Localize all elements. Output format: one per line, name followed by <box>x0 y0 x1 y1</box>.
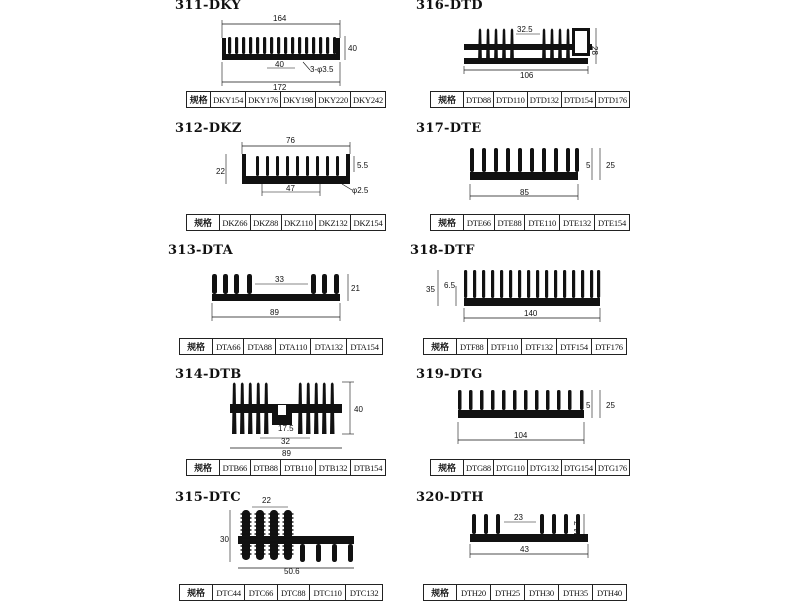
dim-label: 40 <box>275 60 284 69</box>
fin <box>464 270 467 298</box>
spec-label: 规格 <box>187 92 211 108</box>
fin <box>473 270 476 298</box>
model-cell: DTE66 <box>464 215 495 231</box>
spec-label: 规格 <box>431 92 464 108</box>
model-cell: DTE132 <box>560 215 595 231</box>
spec-table-311-dky <box>186 91 386 108</box>
model-cell: DKY154 <box>211 92 246 108</box>
model-cell: DTA154 <box>347 339 383 355</box>
model-cell: DKZ66 <box>220 215 251 231</box>
fin <box>240 383 245 435</box>
fin <box>518 270 521 298</box>
profile-drawing-314-dtb <box>170 378 400 460</box>
fin <box>540 514 544 534</box>
fin <box>550 29 554 65</box>
dim-label: 28 <box>590 46 599 55</box>
fin <box>494 29 498 65</box>
spec-table-316-dtd <box>430 91 630 108</box>
dim-label: 35 <box>426 285 435 294</box>
fin <box>500 270 503 298</box>
model-cell: DTA88 <box>244 339 275 355</box>
fin <box>266 156 269 176</box>
model-cell: DTE154 <box>594 215 629 231</box>
dim-label: 40 <box>348 44 357 53</box>
fin <box>545 270 548 298</box>
fin <box>563 270 566 298</box>
model-cell: DTA132 <box>311 339 347 355</box>
fin <box>546 390 550 410</box>
fin <box>554 270 557 298</box>
dim-label: 40 <box>354 405 363 414</box>
fin <box>470 148 474 172</box>
model-cell: DTE88 <box>494 215 525 231</box>
dim-label: 32.5 <box>517 25 533 34</box>
fin <box>247 274 252 294</box>
dim-label: 23 <box>514 513 523 522</box>
model-cell: DTE110 <box>525 215 560 231</box>
dim-label: 21 <box>351 284 360 293</box>
model-cell: DTC88 <box>277 585 309 601</box>
fin <box>332 544 337 562</box>
model-cell: DTG132 <box>527 460 561 476</box>
dim-label: 47 <box>286 184 295 193</box>
model-cell: DTF132 <box>522 339 557 355</box>
fin <box>270 37 273 54</box>
dim-label: 76 <box>286 136 295 145</box>
model-cell: DKY198 <box>281 92 316 108</box>
model-cell: DTH25 <box>491 585 525 601</box>
fin <box>542 29 546 65</box>
dim-label: 89 <box>282 449 291 458</box>
fin <box>291 37 294 54</box>
spec-label: 规格 <box>424 339 457 355</box>
dim-label: 17.5 <box>278 424 294 433</box>
fin <box>472 514 476 534</box>
model-cell: DTD132 <box>527 92 561 108</box>
fin <box>527 270 530 298</box>
model-cell: DTF110 <box>487 339 522 355</box>
panel-title-319-dtg: 319-DTG <box>416 367 483 382</box>
model-cell: DKZ110 <box>281 215 316 231</box>
fin <box>306 156 309 176</box>
profile-drawing-320-dth <box>420 500 650 572</box>
dim-label: 5.5 <box>357 161 369 170</box>
model-cell: DTF154 <box>557 339 592 355</box>
model-cell: DTB132 <box>316 460 351 476</box>
fin <box>305 37 308 54</box>
fin <box>513 390 517 410</box>
model-cell: DTC110 <box>309 585 345 601</box>
fin <box>316 544 321 562</box>
dim-label: 33 <box>275 275 284 284</box>
fin <box>298 37 301 54</box>
fin <box>276 156 279 176</box>
model-cell: DTG88 <box>464 460 494 476</box>
fin <box>502 29 506 65</box>
fin <box>496 514 500 534</box>
profile-drawing-312-dkz <box>170 134 400 206</box>
fin <box>554 148 558 172</box>
panel-title-317-dte: 317-DTE <box>416 121 482 136</box>
spec-table-315-dtc <box>179 584 383 601</box>
fin <box>277 37 280 54</box>
panel-title-312-dkz: 312-DKZ <box>175 121 242 136</box>
spec-label: 规格 <box>424 585 457 601</box>
model-cell: DKY220 <box>316 92 351 108</box>
fin <box>296 156 299 176</box>
model-cell: DTH35 <box>559 585 593 601</box>
profile-drawing-315-dtc <box>170 494 400 576</box>
profile-drawing-313-dta <box>170 258 400 330</box>
fin <box>510 29 514 65</box>
model-cell: DTG154 <box>561 460 595 476</box>
fin <box>469 390 473 410</box>
model-cell: DKY242 <box>351 92 386 108</box>
fin <box>319 37 322 54</box>
spec-label: 规格 <box>180 339 213 355</box>
spec-label: 规格 <box>187 215 220 231</box>
fin <box>286 156 289 176</box>
dim-label: 172 <box>273 83 287 92</box>
panel-title-315-dtc: 315-DTC <box>175 490 241 505</box>
model-cell: DTF88 <box>457 339 488 355</box>
model-cell: DKZ132 <box>316 215 351 231</box>
fin <box>482 148 486 172</box>
fin <box>566 148 570 172</box>
spec-table-312-dkz <box>186 214 386 231</box>
dim-label: 22 <box>216 167 225 176</box>
dim-label: 106 <box>520 71 534 80</box>
fin <box>542 148 546 172</box>
fin <box>322 383 327 435</box>
fin <box>502 390 506 410</box>
spec-label: 规格 <box>187 460 220 476</box>
fin <box>590 270 593 298</box>
fin <box>491 270 494 298</box>
fin <box>480 390 484 410</box>
fin <box>478 29 482 65</box>
dim-label: 22 <box>262 496 271 505</box>
model-cell: DTB88 <box>250 460 281 476</box>
fin <box>234 274 239 294</box>
model-cell: DTG110 <box>494 460 528 476</box>
fin <box>263 37 266 54</box>
fin <box>316 156 319 176</box>
panel-title-318-dtf: 318-DTF <box>410 243 475 258</box>
spec-table-313-dta <box>179 338 383 355</box>
fin <box>575 148 579 172</box>
fin <box>581 270 584 298</box>
fin <box>580 390 584 410</box>
fin <box>311 274 316 294</box>
dim-label: 104 <box>514 431 528 440</box>
model-cell: DTB154 <box>351 460 386 476</box>
fin <box>264 383 269 435</box>
profile-drawing-317-dte <box>420 134 650 209</box>
fin <box>256 383 261 435</box>
model-cell: DKZ88 <box>250 215 281 231</box>
fin <box>336 156 339 176</box>
fin <box>334 274 339 294</box>
dim-label: 5 <box>586 161 591 170</box>
model-cell: DTD88 <box>464 92 494 108</box>
dim-label: 25 <box>606 401 615 410</box>
dim-label: 89 <box>270 308 279 317</box>
dim-label: φ2.5 <box>352 186 369 195</box>
fin <box>552 514 556 534</box>
fin <box>506 148 510 172</box>
spec-table-317-dte <box>430 214 630 231</box>
panel-title-316-dtd: 316-DTD <box>416 0 483 13</box>
model-cell: DTB110 <box>281 460 316 476</box>
model-cell: DTH20 <box>457 585 491 601</box>
fin <box>568 390 572 410</box>
model-cell: DTF176 <box>592 339 627 355</box>
fin <box>330 383 335 435</box>
fin <box>509 270 512 298</box>
fin <box>558 29 562 65</box>
fin <box>566 29 570 65</box>
fin <box>536 270 539 298</box>
model-cell: DTD176 <box>595 92 629 108</box>
fin <box>256 156 259 176</box>
dim-label: 11.7 <box>573 521 582 536</box>
dim-label: 6.5 <box>444 281 456 290</box>
fin <box>326 37 329 54</box>
fin <box>249 37 252 54</box>
panel-title-320-dth: 320-DTH <box>416 490 484 505</box>
fin <box>564 514 568 534</box>
fin <box>572 270 575 298</box>
fin <box>326 156 329 176</box>
dim-label: 5 <box>586 401 591 410</box>
model-cell: DTC132 <box>346 585 383 601</box>
model-cell: DTG176 <box>595 460 629 476</box>
panel-title-314-dtb: 314-DTB <box>175 367 242 382</box>
fin <box>306 383 311 435</box>
dim-label: 164 <box>273 14 287 23</box>
model-cell: DTH40 <box>593 585 627 601</box>
fin <box>232 383 237 435</box>
fin <box>486 29 490 65</box>
model-cell: DKY176 <box>246 92 281 108</box>
fin <box>518 148 522 172</box>
fin <box>235 37 238 54</box>
dim-label: 30 <box>220 535 229 544</box>
spec-label: 规格 <box>180 585 213 601</box>
dim-label: 32 <box>281 437 290 446</box>
fin <box>248 383 253 435</box>
dim-label: 43 <box>520 545 529 554</box>
dim-label: 140 <box>524 309 538 318</box>
model-cell: DTH30 <box>525 585 559 601</box>
model-cell: DTB66 <box>220 460 251 476</box>
fin <box>535 390 539 410</box>
model-cell: DTA66 <box>213 339 244 355</box>
spec-label: 规格 <box>431 215 464 231</box>
fin <box>458 390 462 410</box>
fin <box>524 390 528 410</box>
dim-label: 85 <box>520 188 529 197</box>
panel-title-311-dky: 311-DKY <box>175 0 242 13</box>
model-cell: DTD154 <box>561 92 595 108</box>
profile-drawing-311-dky <box>170 12 400 92</box>
model-cell: DTD110 <box>494 92 528 108</box>
fin <box>530 148 534 172</box>
fin <box>300 544 305 562</box>
model-cell: DKZ154 <box>351 215 386 231</box>
fin <box>314 383 319 435</box>
spec-table-318-dtf <box>423 338 627 355</box>
spec-table-319-dtg <box>430 459 630 476</box>
dim-label: 3-φ3.5 <box>310 65 334 74</box>
spec-table-314-dtb <box>186 459 386 476</box>
fin <box>557 390 561 410</box>
fin <box>298 383 303 435</box>
fin <box>333 37 336 54</box>
fin <box>228 37 231 54</box>
model-cell: DTC44 <box>213 585 245 601</box>
fin <box>284 37 287 54</box>
model-cell: DTA110 <box>275 339 310 355</box>
profile-drawing-318-dtf <box>420 258 650 330</box>
fin <box>256 37 259 54</box>
spec-table-320-dth <box>423 584 627 601</box>
fin <box>494 148 498 172</box>
panel-title-313-dta: 313-DTA <box>168 243 233 258</box>
fin <box>312 37 315 54</box>
fin <box>223 274 228 294</box>
fin <box>491 390 495 410</box>
fin <box>482 270 485 298</box>
fin <box>484 514 488 534</box>
fin <box>212 274 217 294</box>
fin <box>597 270 600 298</box>
fin <box>242 37 245 54</box>
fin <box>348 544 353 562</box>
fin <box>322 274 327 294</box>
profile-drawing-319-dtg <box>420 378 650 453</box>
dim-label: 50.6 <box>284 567 300 576</box>
dim-label: 25 <box>606 161 615 170</box>
profile-drawing-316-dtd <box>420 12 650 92</box>
model-cell: DTC66 <box>245 585 277 601</box>
spec-label: 规格 <box>431 460 464 476</box>
